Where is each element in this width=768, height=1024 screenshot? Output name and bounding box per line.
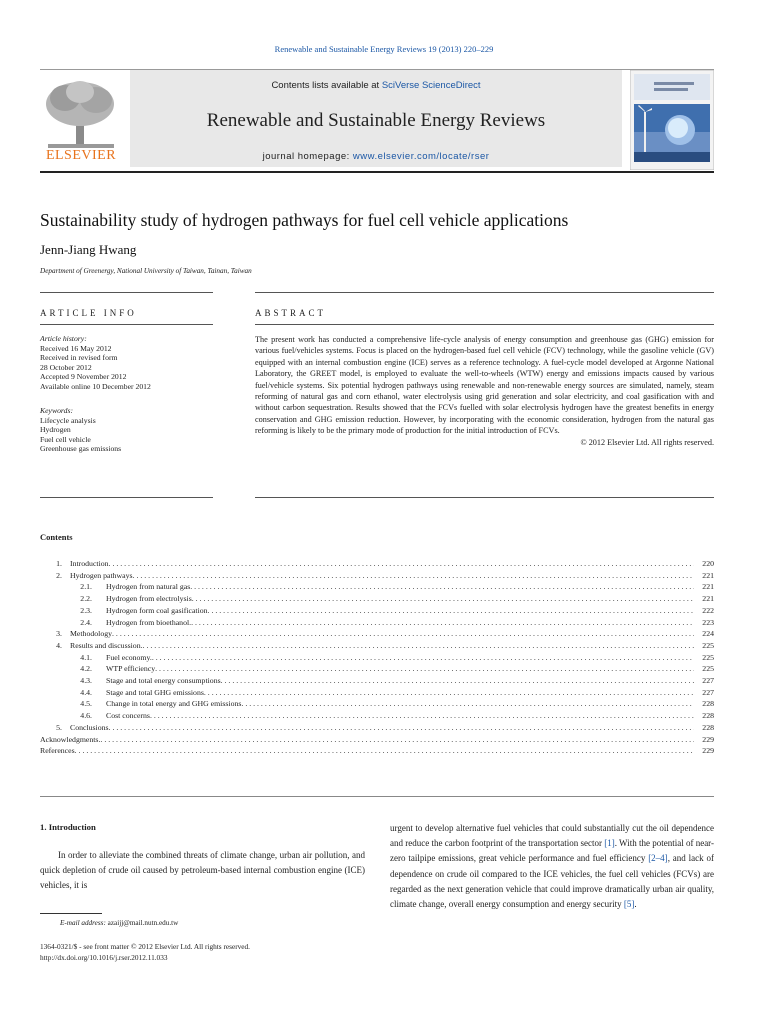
history-line: Received in revised form [40,353,118,363]
toc-label[interactable]: WTP efficiency [106,664,156,674]
toc-leader-dots [109,722,694,734]
toc-number: 2.3. [80,605,92,615]
journal-reference[interactable]: Renewable and Sustainable Energy Reviews 19 (2013) 220–229 [274,44,494,54]
doi-link[interactable]: http://dx.doi.org/10.1016/j.rser.2012.11.033 [40,953,168,962]
keyword: Lifecycle analysis [40,415,96,425]
toc-label[interactable]: Stage and total energy consumptions [106,676,221,686]
body-text: . [634,899,637,910]
toc-entry[interactable] [40,617,714,629]
toc-entry[interactable] [40,581,714,593]
toc-leader-dots [190,581,694,593]
divider [255,324,714,325]
toc-entry[interactable] [40,687,714,699]
copyright-notice: © 2012 Elsevier Ltd. All rights reserved. [580,437,714,447]
article-history [40,334,215,392]
toc-label[interactable]: Change in total energy and GHG emissions [106,699,242,709]
contents-available-text: Contents lists available at [271,80,382,91]
toc-leader-dots [155,663,694,675]
keywords [40,406,215,454]
toc-page-number: 229 [702,746,714,756]
abstract-body [255,334,714,448]
toc-leader-dots [100,734,694,746]
contents-heading: Contents [40,532,73,542]
toc-entry[interactable] [40,628,714,640]
toc-number: 2.2. [80,594,92,604]
toc-entry[interactable] [40,734,714,746]
toc-page-number: 227 [702,687,714,697]
toc-number: 1. [56,559,62,568]
toc-number: 2.4. [80,617,92,627]
footnote-label: E-mail address: [60,919,106,927]
article-author[interactable]: Jenn-Jiang Hwang [40,242,137,257]
sciencedirect-link[interactable]: SciVerse ScienceDirect [381,80,481,91]
homepage-link[interactable]: www.elsevier.com/locate/rser [352,151,490,162]
toc-number: 4.5. [80,699,92,709]
toc-number: 4.6. [80,711,92,721]
history-label: Article history: [40,334,87,343]
elsevier-wordmark: ELSEVIER [45,148,117,163]
toc-page-number: 228 [702,711,714,721]
journal-name: Renewable and Sustainable Energy Reviews [206,110,546,131]
footnote-rule [40,913,102,914]
toc-label[interactable]: Fuel economy. [106,652,152,662]
toc-leader-dots [241,698,694,710]
citation-link[interactable]: [5] [623,899,635,910]
divider [255,292,714,293]
toc-page-number: 221 [702,582,714,592]
header-bottom-rule [40,171,714,173]
toc-label[interactable]: Hydrogen from natural gas [106,582,191,592]
toc-page-number: 227 [702,676,714,686]
toc-label[interactable]: Introduction [70,559,109,568]
toc-leader-dots [75,745,694,757]
toc-entry[interactable] [40,605,714,617]
toc-page-number: 225 [702,664,714,674]
history-line: Received 16 May 2012 [40,343,112,353]
email-link[interactable]: azaijj@mail.nutn.edu.tw [107,919,179,927]
toc-entry[interactable] [40,722,714,734]
toc-page-number: 229 [702,734,714,744]
toc-leader-dots [133,570,694,582]
toc-entry[interactable] [40,675,714,687]
toc-number: 4. [56,640,62,650]
table-of-contents [40,558,714,757]
toc-number: 2.1. [80,582,92,592]
elsevier-logo [40,78,122,166]
journal-homepage-line [130,151,622,162]
contents-available-line [130,80,622,91]
citation-link[interactable]: [1] [604,838,615,849]
toc-entry[interactable] [40,593,714,605]
toc-number: 2. [56,570,62,580]
keywords-label: Keywords: [40,406,74,415]
toc-entry[interactable] [40,663,714,675]
divider [40,796,714,797]
toc-page-number: 225 [702,640,714,650]
toc-page-number: 221 [702,570,714,580]
toc-label[interactable]: Hydrogen pathways [70,570,133,580]
toc-page-number: 222 [702,605,714,615]
toc-leader-dots [208,605,694,617]
footnote-email [40,919,178,927]
toc-label[interactable]: Hydrogen form coal gasification [106,605,208,615]
toc-page-number: 225 [702,652,714,662]
toc-entry[interactable] [40,745,714,757]
issn-line: 1364-0321/$ - see front matter © 2012 Elsevier Ltd. All rights reserved. [40,942,251,951]
toc-page-number: 223 [702,617,714,627]
body-text: . With the potential of near-zero tailpipe emissions, great vehicle performance and fuel efficiency [390,838,715,864]
toc-label[interactable]: Conclusions [70,722,109,732]
article-info-heading: ARTICLE INFO [40,308,137,318]
toc-entry[interactable] [40,652,714,664]
cover-thumbnail-icon [630,70,714,170]
divider [255,497,714,498]
toc-number: 4.1. [80,652,92,662]
abstract-heading: ABSTRACT [255,308,327,318]
homepage-label: journal homepage: [262,151,353,162]
toc-label[interactable]: References [40,746,75,756]
body-right-column [390,821,714,912]
history-line: Available online 10 December 2012 [40,381,151,391]
author-affiliation: Department of Greenergy, National University of Taiwan, Tainan, Taiwan [40,267,252,275]
body-text: urgent to develop alternative fuel vehicles that could substantially cut the oil dependence and reduce the carbon footprint of the transportation sector [390,823,714,849]
toc-leader-dots [152,652,694,664]
body-left-column: In order to alleviate the combined threats of climate change, urban air pollution, and quick depletion of crude oil caused by petroleum-based internal combustion engine (ICE) vehicles, it is [40,850,365,891]
toc-label[interactable]: Hydrogen from electrolysis [106,594,192,604]
toc-label[interactable]: Stage and total GHG emissions [106,687,204,697]
toc-leader-dots [191,617,694,629]
toc-label[interactable]: Methodology [70,629,113,639]
section-heading-introduction: 1. Introduction [40,822,96,832]
toc-page-number: 228 [702,722,714,732]
toc-entry[interactable] [40,698,714,710]
toc-page-number: 221 [702,594,714,604]
toc-label[interactable]: Hydrogen from bioethanol. [106,617,192,627]
issn-doi-block [40,941,250,963]
toc-number: 4.4. [80,687,92,697]
toc-label[interactable]: Results and discussion. [70,640,143,650]
body-text: , and lack of dependence on crude oil compared to the ICE vehicles, the fuel cell vehicles (FCVs) are regarded as the next generation vehicle that could improve dramatically urban air quality, climate change, overall energy consumption and energy security [390,853,714,910]
citation-link[interactable]: [2–4] [648,853,668,864]
toc-number: 4.2. [80,664,92,674]
toc-leader-dots [112,628,694,640]
article-title: Sustainability study of hydrogen pathways for fuel cell vehicle applications [40,210,569,230]
toc-leader-dots [109,558,694,570]
toc-number: 3. [56,629,62,639]
keyword: Greenhouse gas emissions [40,444,122,454]
toc-leader-dots [143,640,694,652]
toc-label[interactable]: Acknowledgments. [40,734,101,744]
divider [40,324,213,325]
toc-leader-dots [221,675,694,687]
toc-leader-dots [150,710,694,722]
toc-entry[interactable] [40,558,714,570]
toc-entry[interactable] [40,570,714,582]
keyword: Fuel cell vehicle [40,434,91,444]
toc-number: 5. [56,722,62,732]
keyword: Hydrogen [40,425,71,435]
toc-entry[interactable] [40,710,714,722]
toc-leader-dots [204,687,694,699]
toc-label[interactable]: Cost concerns [106,711,150,721]
toc-page-number: 224 [702,629,714,639]
toc-number: 4.3. [80,676,92,686]
toc-entry[interactable] [40,640,714,652]
toc-page-number: 228 [702,699,714,709]
divider [40,292,213,293]
toc-page-number: 220 [702,559,714,568]
toc-leader-dots [192,593,694,605]
divider [40,497,213,498]
abstract-text: The present work has conducted a comprehensive life-cycle analysis of energy consumption and greenhouse gas (GHG) emission for various fuel/vehicles systems. Focus is placed on the hydrogen-based fuel cell vehicle (FCV) technology, while the gasoline vehicle (GV) equipped with an internal combustion engine (ICE) serves as a reference technology. A fuel-cycle model developed at Argonne National Laboratory, the GREET model, is employed to evaluate the well-to-wheels (WTW) energy and emissions impacts caused by various fuel/vehicle systems. Six potential hydrogen pathways using renewable and non-renewable energy sources are simulated, namely, steam reforming of natural gas and corn ethanol, water electrolysis using grid generation and solar electricity, and coal gasification with and without carbon sequestration. Results showed that the FCVs fuelled with solar electrolysis hydrogen have the greatest benefits in energy conservation and GHG emission reduction. However, by incorporating with the economic consideration, hydrogen from the natural gas reforming is likely to be the primary mode of production for the initial introduction of FCVs. [255,335,714,436]
history-line: 28 October 2012 [40,362,92,372]
history-line: Accepted 9 November 2012 [40,372,127,382]
journal-cover-image [630,70,714,170]
